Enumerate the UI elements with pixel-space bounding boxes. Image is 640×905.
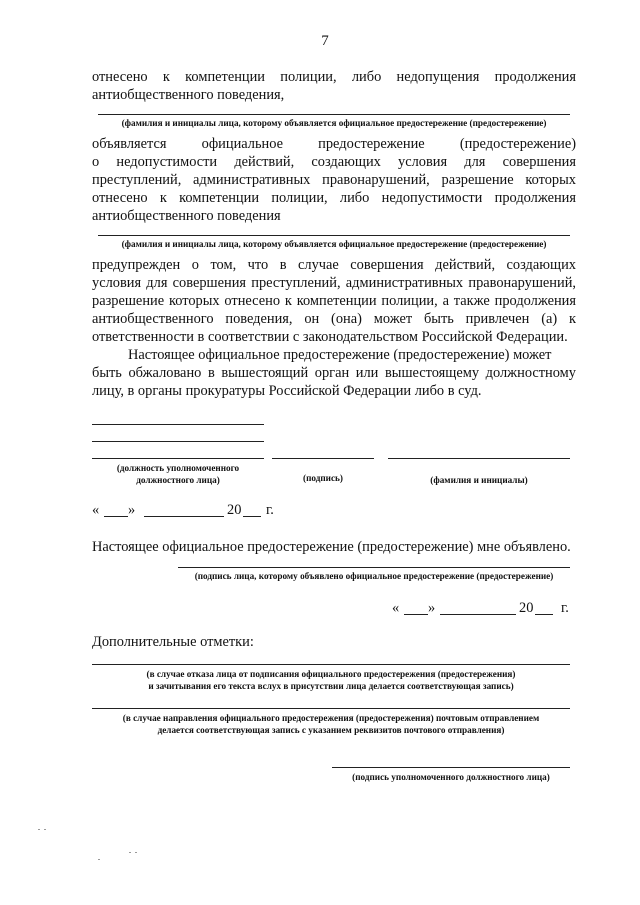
paragraph-3-line-4: антиобщественного поведения, он (она) может быть привлечен (а) к: [92, 311, 576, 327]
refusal-note-caption-line-2: и зачитывания его текста вслух в присутствии лица делается соответствующая запись): [148, 681, 514, 691]
date-2-year-field[interactable]: [535, 614, 553, 615]
paragraph-3-line-2: условия для совершения преступлений, административных правонарушений,: [92, 275, 576, 291]
date-2-open-quote: «: [392, 600, 400, 616]
date-2-day-field[interactable]: [404, 614, 428, 615]
fio-field-line-2[interactable]: [98, 235, 570, 236]
announced-statement: Настоящее официальное предостережение (предостережение) мне объявлено.: [92, 539, 571, 555]
name-field-line[interactable]: [388, 458, 570, 459]
refusal-note-field-line[interactable]: [92, 664, 570, 665]
paragraph-2-line-2: о недопустимости действий, создающих условия для совершения: [92, 154, 576, 170]
fio-caption-1: (фамилия и инициалы лица, которому объявляется официальное предостережение (предостережение): [121, 118, 547, 128]
date-1-close-quote: »: [128, 502, 136, 518]
paragraph-1-line-1: отнесено к компетенции полиции, либо недопущения продолжения: [92, 69, 576, 85]
fio-field-line-1[interactable]: [98, 114, 570, 115]
date-2-close-quote: »: [428, 600, 436, 616]
scan-speck: [38, 829, 40, 830]
paragraph-3-line-1: предупрежден о том, что в случае совершения действий, создающих: [92, 257, 576, 273]
official-signature-caption: (подпись уполномоченного должностного лица): [352, 772, 550, 782]
paragraph-2-line-4: отнесено к компетенции полиции, либо недопустимости продолжения: [92, 190, 576, 206]
date-1-open-quote: «: [92, 502, 100, 518]
refusal-note-caption-line-1: (в случае отказа лица от подписания официального предостережения (предостережения): [146, 669, 516, 679]
person-signature-field-line[interactable]: [178, 567, 570, 568]
paragraph-2-line-1: объявляется официальное предостережение (предостережение): [92, 136, 576, 152]
date-1-day-field[interactable]: [104, 516, 128, 517]
date-2-year-suffix: г.: [561, 600, 569, 616]
paragraph-4-line-2: быть обжаловано в вышестоящий орган или вышестоящему должностному: [92, 365, 576, 381]
mail-note-caption-line-2: делается соответствующая запись с указанием реквизитов почтового отправления): [157, 725, 505, 735]
mail-note-field-line[interactable]: [92, 708, 570, 709]
paragraph-2-line-5: антиобщественного поведения: [92, 208, 281, 224]
scan-speck: [98, 859, 100, 860]
additional-notes-label: Дополнительные отметки:: [92, 634, 254, 650]
scan-speck: [129, 852, 131, 853]
date-1-month-field[interactable]: [144, 516, 224, 517]
fio-caption-2: (фамилия и инициалы лица, которому объявляется официальное предостережение (предостережение): [121, 239, 547, 249]
date-1-year-field[interactable]: [243, 516, 261, 517]
position-caption-line-2: должностного лица): [136, 475, 220, 485]
paragraph-3-line-5: ответственности в соответствии с законодательством Российской Федерации.: [92, 329, 568, 345]
date-2-year-prefix: 20: [519, 600, 534, 616]
mail-note-caption-line-1: (в случае направления официального предостережения (предостережения) почтовым отправлением: [122, 713, 540, 723]
paragraph-3-line-3: разрешение которых отнесено к компетенции полиции, а также продолжения: [92, 293, 576, 309]
name-caption: (фамилия и инициалы): [430, 475, 528, 485]
signature-caption: (подпись): [303, 473, 343, 483]
scan-speck: [44, 829, 46, 830]
position-field-line-1[interactable]: [92, 424, 264, 425]
official-signature-field-line[interactable]: [332, 767, 570, 768]
signature-field-line[interactable]: [272, 458, 374, 459]
date-1-year-prefix: 20: [227, 502, 242, 518]
person-signature-caption: (подпись лица, которому объявлено официальное предостережение (предостережение): [194, 571, 554, 581]
paragraph-2-line-3: преступлений, административных правонарушений, разрешение которых: [92, 172, 576, 188]
position-field-line-3[interactable]: [92, 458, 264, 459]
paragraph-1-line-2: антиобщественного поведения,: [92, 87, 285, 103]
scan-speck: [135, 852, 137, 853]
page-number: 7: [321, 33, 329, 49]
position-caption-line-1: (должность уполномоченного: [116, 463, 240, 473]
date-1-year-suffix: г.: [266, 502, 274, 518]
date-2-month-field[interactable]: [440, 614, 516, 615]
position-field-line-2[interactable]: [92, 441, 264, 442]
paragraph-4-line-3: лицу, в органы прокуратуры Российской Федерации либо в суд.: [92, 383, 482, 399]
paragraph-4-line-1: Настоящее официальное предостережение (предостережение) может: [128, 347, 552, 363]
